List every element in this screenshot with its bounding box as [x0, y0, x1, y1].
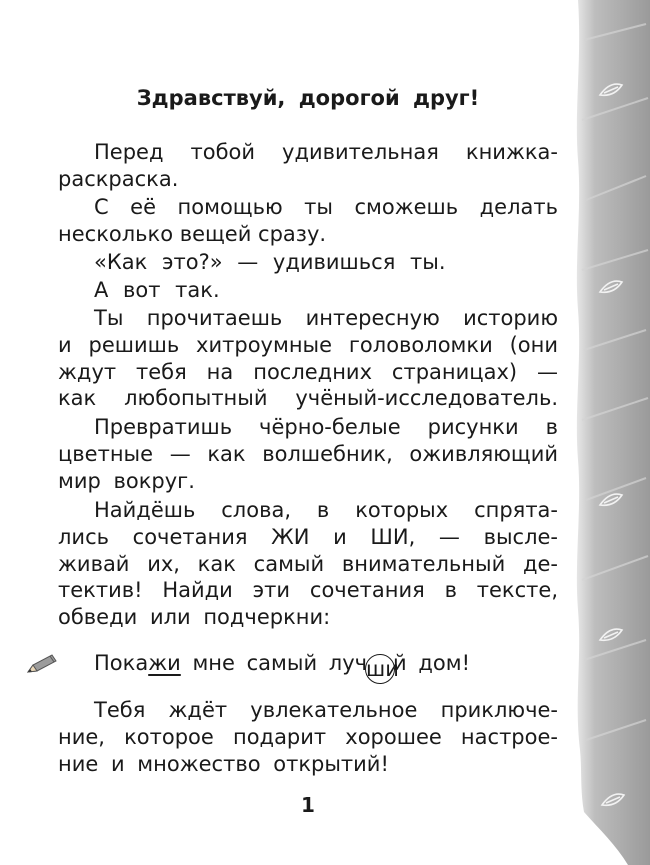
text-line: А вот так. [94, 278, 220, 302]
pencil-icon [26, 653, 58, 675]
underlined-syllable: жи [148, 651, 181, 675]
text-line: С её помощью ты сможешь делать [94, 195, 558, 219]
text-line: живай их, как самый внимательный де- [58, 551, 558, 576]
text-line: и решишь хитроумные головоломки (они [58, 332, 558, 357]
example-part: Пока [94, 651, 149, 675]
text-line: цветные — как волшебник, оживляющий [58, 441, 558, 466]
paragraph-6 [58, 414, 558, 494]
text-line: ние, которое подарит хорошее настрое- [58, 724, 558, 749]
paragraph-5 [58, 305, 558, 412]
paragraph-3 [58, 249, 558, 276]
paragraph-2 [58, 194, 558, 248]
text-line: Найдёшь слова, в которых спрята- [94, 498, 558, 522]
text-line: Ты прочитаешь интересную историю [94, 306, 558, 330]
text-line: Перед тобой удивительная книжка- [94, 140, 558, 164]
text-line: Тебя ждёт увлекательное приключе- [94, 698, 558, 722]
text-line: мир вокруг. [58, 468, 195, 493]
paragraph-1 [58, 139, 558, 193]
example-part: й дом! [393, 651, 470, 675]
paragraph-7 [58, 497, 558, 631]
circled-syllable: ши [365, 654, 395, 684]
paragraph-4 [58, 277, 558, 304]
example-sentence [58, 647, 558, 679]
text-line: несколько вещей сразу. [58, 221, 327, 246]
text-line: обведи или подчеркни: [58, 605, 331, 630]
text-line: ждут тебя на последних страницах) — [58, 359, 558, 384]
example-part: мне самый луч [180, 651, 368, 675]
paragraph-closing [58, 697, 558, 777]
text-line: ние и множество открытий! [58, 751, 389, 776]
text-line: «Как это?» — удивишься ты. [94, 250, 446, 274]
decorative-edge [570, 0, 650, 865]
page-number: 1 [301, 793, 315, 817]
text-line: лись сочетания ЖИ и ШИ, — высле- [58, 524, 558, 549]
text-line: раскраска. [58, 166, 179, 191]
text-line: Превратишь чёрно-белые рисунки в [94, 415, 558, 439]
text-line: тектив! Найди эти сочетания в тексте, [58, 578, 558, 603]
page-title: Здравствуй, дорогой друг! [136, 86, 480, 110]
text-line: как любопытный учёный-исследователь. [58, 386, 558, 411]
